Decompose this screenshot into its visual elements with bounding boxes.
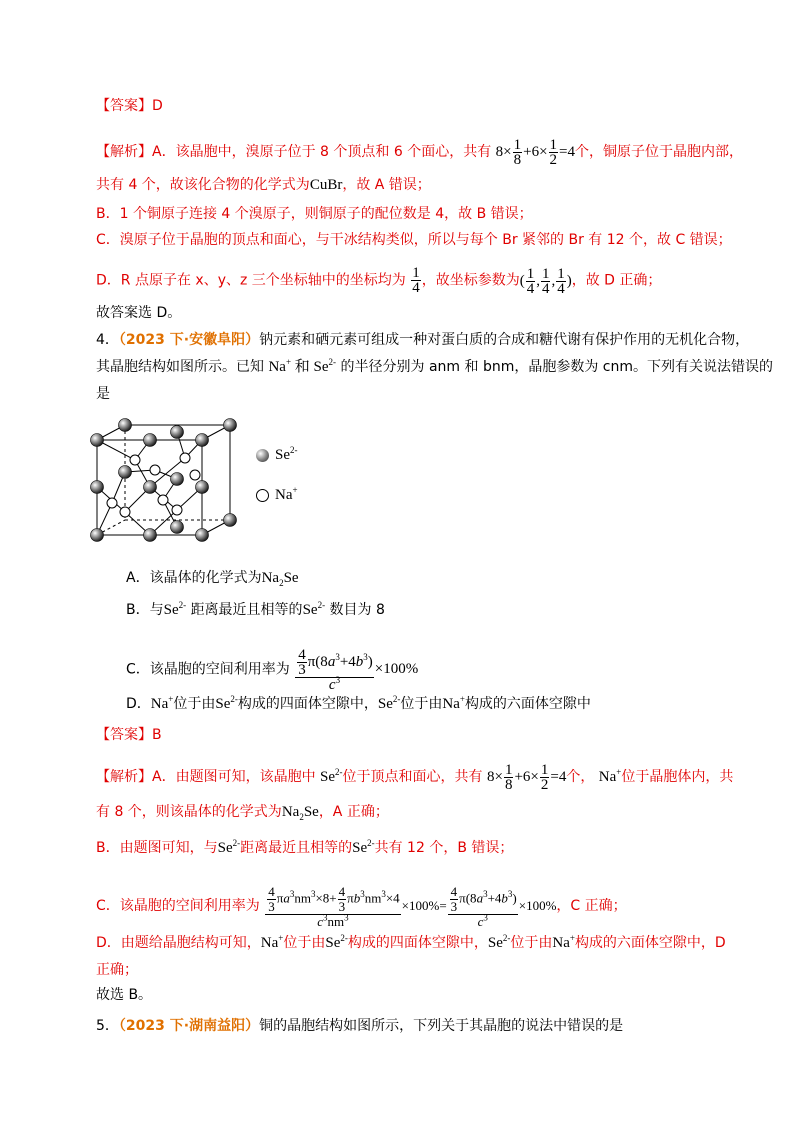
q3-analysis-b: B．1 个铜原子连接 4 个溴原子，则铜原子的配位数是 4，故 B 错误； [96,206,533,222]
q3-quarter-fraction: $\frac{1}{4}$ [412,265,420,296]
q4-analysis-a-line2: 有 8 个，则该晶体的化学式为$Na_2Se$，A 正确； [96,804,389,822]
q4-option-b: B．与$Se^{2-}$ 距离最近且相等的$Se^{2-}$ 数目为 8 [126,600,385,618]
q4-stem-line3: 是 [96,386,110,402]
legend-na-label: Na+ [275,485,298,503]
na-ball-icon [256,489,269,502]
question-number: 4． [96,332,119,348]
q4-analysis-b: B．由题图可知，与$Se^{2-}$距离最近且相等的$Se^{2-}$共有 12 个，B 错误； [96,838,514,856]
q3-analysis-d: D．R 点原子在 x、y、z 三个坐标轴中的坐标均为 $\frac{1}{4}$ ，故坐标参数为( $\frac{1}{4}$ , $\frac{1}{4}$ , $\frac{1}{4}$ )，故 D 正确； [96,265,662,297]
q3-a-text: A．该晶胞中，溴原子位于 8 个顶点和 6 个面心，共有 [152,143,492,160]
utilization-formula: $\frac{4}{3}$ $\pi(8a^3+4b^3)$ $c^3$ ×100% [294,661,418,677]
q5-stem: 5．（2023 下·湖南益阳）铜的晶胞结构如图所示，下列关于其晶胞的说法中错误的是 [96,1018,624,1034]
q4-option-a: A．该晶体的化学式为$Na_2Se$ [126,570,299,588]
q3-analysis-c: C．溴原子位于晶胞的顶点和面心，与干冰结构类似，所以与每个 Br 紧邻的 Br 有 12 个，故 C 错误； [96,232,732,248]
question-source: （2023 下·安徽阜阳） [118,332,260,348]
question-number: 5． [96,1018,119,1034]
q3-analysis-a-line2: 共有 4 个，故该化合物的化学式为CuBr，故 A 错误； [96,177,431,193]
q3-conclusion: 故答案选 D。 [96,305,182,321]
q4-analysis-a-line1: 【解析】A．由题图可知，该晶胞中 $Se^{2-}$位于顶点和面心，共有 8× $\frac{1}{8}$ +6× $\frac{1}{2}$ =4个， Na+位于晶胞体内，共 [96,762,734,793]
legend-na [256,485,298,505]
crystal-structure-figure [85,415,240,550]
q3-count-formula: 8× $\frac{1}{8}$ +6× $\frac{1}{2}$ =4 [495,137,576,168]
q4-analysis-c: C．该晶胞的空间利用率为 $\frac{4}{3}$ $\pi a^3nm^3\times 8+$ $\frac{4}{3}$ $\pi b^3nm^3\times 4$ $c^3nm^3$ ×100%= $\frac{4}{3}$ $\pi(8a^3+4b^3)$ $c^3$ ×100%，C 正确； [96,884,627,929]
utilization-derivation: $\frac{4}{3}$ $\pi a^3nm^3\times 8+$ $\frac{4}{3}$ $\pi b^3nm^3\times 4$ $c^3nm^3$ ×100%= $\frac{4}{3}$ $\pi(8a^3+4b^3)$ $c^3$ ×100% [264,898,556,913]
q4-option-c: C．该晶胞的空间利用率为 $\frac{4}{3}$ $\pi(8a^3+4b^3)$ $c^3$ ×100% [126,647,419,693]
q4-stem-line2: 其晶胞结构如图所示。已知 Na+ 和 $Se^{2-}$ 的半径分别为 anm 和 bnm，晶胞参数为 cnm。下列有关说法错误的 [96,357,773,375]
formula-na2se: $Na_2Se$ [261,570,299,588]
q3-coordinate: ( $\frac{1}{4}$ , $\frac{1}{4}$ , $\frac{1}{4}$ ) [519,265,572,297]
legend-se-label: $Se^{2-}$ [275,445,298,463]
q3-answer: 【答案】D [96,98,163,114]
analysis-label: 【解析】 [96,143,152,160]
q4-option-d: D．Na+位于由$Se^{2-}$构成的四面体空隙中，$Se^{2-}$位于由Na+构成的六面体空隙中 [126,694,591,712]
q4-conclusion: 故选 B。 [96,987,153,1003]
legend-se [256,445,298,465]
q3-formula-cubr: CuBr [309,177,343,193]
q4-analysis-d-line2: 正确； [96,962,138,978]
question-source: （2023 下·湖南益阳） [118,1018,260,1034]
q3-analysis-a-line1: 【解析】A．该晶胞中，溴原子位于 8 个顶点和 6 个面心，共有 8× $\frac{1}{8}$ +6× $\frac{1}{2}$ =4个，铜原子位于晶胞内部， [96,137,744,168]
q4-stem-line1: 4．（2023 下·安徽阜阳）钠元素和硒元素可组成一种对蛋白质的合成和糖代谢有保护作用的无机化合物， [96,332,750,348]
ions-label: Na+ 和 $Se^{2-}$ [268,357,337,375]
se-ball-icon [256,449,269,462]
q4-analysis-d-line1: D．由题给晶胞结构可知，Na+位于由$Se^{2-}$构成的四面体空隙中，$Se^{2-}$位于由Na+构成的六面体空隙中，D [96,933,726,951]
q4-answer: 【答案】B [96,727,162,743]
